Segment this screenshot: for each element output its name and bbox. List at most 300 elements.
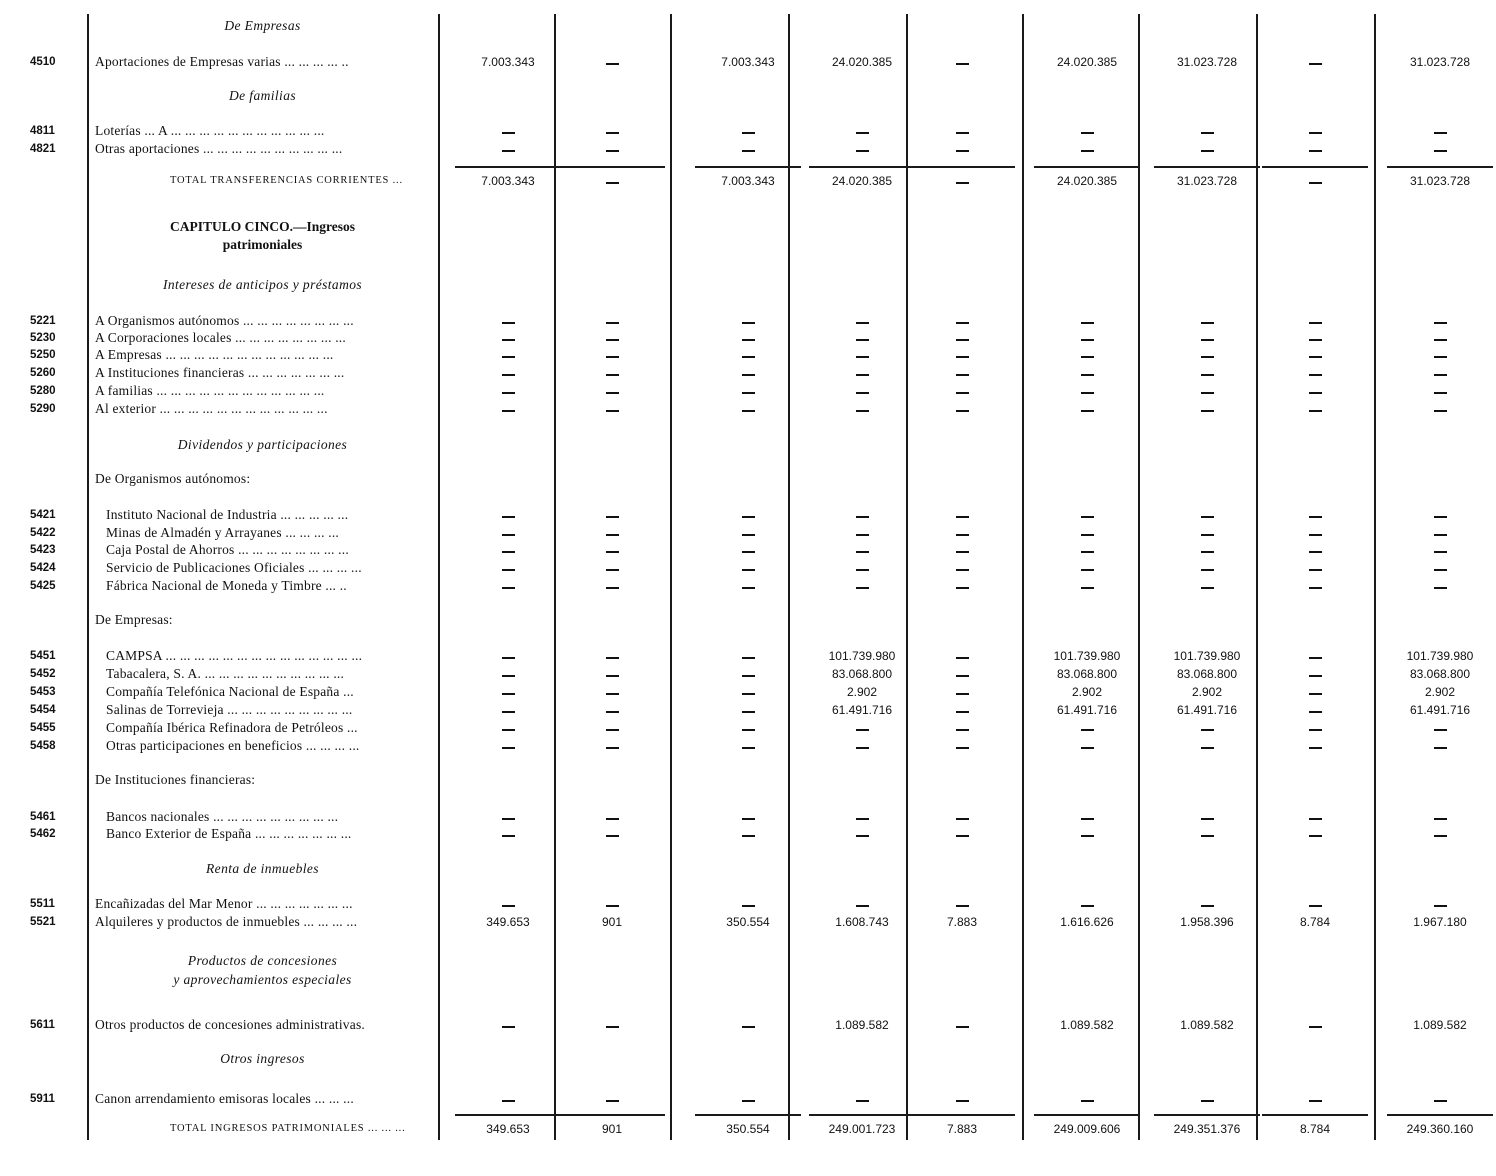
nil-dash bbox=[1434, 339, 1447, 341]
nil-dash bbox=[856, 747, 869, 749]
nil-dash bbox=[1201, 905, 1214, 907]
nil-dash bbox=[856, 905, 869, 907]
line-item-label: A Instituciones financieras ... ... ... ... ... ... ... bbox=[95, 365, 345, 380]
nil-dash bbox=[502, 675, 515, 677]
nil-dash bbox=[1434, 818, 1447, 820]
nil-dash bbox=[742, 835, 755, 837]
section-heading: Productos de concesiones bbox=[187, 953, 338, 968]
sum-rule bbox=[909, 1114, 1015, 1116]
section-heading: De Organismos autónomos: bbox=[95, 471, 251, 486]
nil-dash bbox=[956, 905, 969, 907]
account-code: 5260 bbox=[30, 367, 56, 379]
row-value: 1.089.582 bbox=[1180, 1018, 1234, 1032]
nil-dash bbox=[502, 835, 515, 837]
row-value: 101.739.980 bbox=[828, 649, 896, 663]
nil-dash bbox=[856, 534, 869, 536]
section-heading: y aprovechamientos especiales bbox=[173, 972, 352, 987]
nil-dash bbox=[956, 729, 969, 731]
nil-dash bbox=[1201, 835, 1214, 837]
nil-dash bbox=[1434, 374, 1447, 376]
row-value: 83.068.800 bbox=[1409, 667, 1471, 681]
nil-dash bbox=[606, 132, 619, 134]
nil-dash bbox=[1309, 835, 1322, 837]
nil-dash bbox=[956, 516, 969, 518]
nil-dash bbox=[502, 711, 515, 713]
nil-dash bbox=[502, 569, 515, 571]
row-value: 350.554 bbox=[726, 915, 770, 929]
account-code: 5462 bbox=[30, 828, 56, 840]
line-item-label: Loterías ... A ... ... ... ... ... ... ... ... ... ... ... bbox=[95, 123, 325, 138]
nil-dash bbox=[742, 392, 755, 394]
line-item-label: Tabacalera, S. A. ... ... ... ... ... ... ... ... ... ... bbox=[106, 666, 345, 681]
nil-dash bbox=[606, 711, 619, 713]
nil-dash bbox=[1434, 905, 1447, 907]
line-item-label: Otras participaciones en beneficios ... ... ... ... bbox=[106, 738, 360, 753]
nil-dash bbox=[606, 534, 619, 536]
nil-dash bbox=[606, 835, 619, 837]
nil-dash bbox=[742, 657, 755, 659]
nil-dash bbox=[856, 1100, 869, 1102]
nil-dash bbox=[606, 1026, 619, 1028]
nil-dash bbox=[1309, 569, 1322, 571]
row-value: 61.491.716 bbox=[1056, 703, 1118, 717]
nil-dash bbox=[1081, 551, 1094, 553]
nil-dash bbox=[606, 818, 619, 820]
row-value: 61.491.716 bbox=[1409, 703, 1471, 717]
nil-dash bbox=[956, 150, 969, 152]
line-item-label: Otras aportaciones ... ... ... ... ... ... ... ... ... ... bbox=[95, 141, 343, 156]
nil-dash bbox=[742, 356, 755, 358]
nil-dash bbox=[1081, 729, 1094, 731]
nil-dash bbox=[956, 1026, 969, 1028]
nil-dash bbox=[956, 374, 969, 376]
nil-dash bbox=[502, 693, 515, 695]
nil-dash bbox=[502, 1026, 515, 1028]
nil-dash bbox=[956, 711, 969, 713]
nil-dash bbox=[1309, 747, 1322, 749]
nil-dash bbox=[742, 729, 755, 731]
nil-dash bbox=[1309, 356, 1322, 358]
nil-dash bbox=[1081, 410, 1094, 412]
nil-dash bbox=[1081, 587, 1094, 589]
nil-dash bbox=[1309, 339, 1322, 341]
row-value: 1.089.582 bbox=[835, 1018, 889, 1032]
total-value: 901 bbox=[601, 1122, 623, 1136]
line-item-label: Aportaciones de Empresas varias ... ... ... ... .. bbox=[95, 54, 349, 69]
nil-dash bbox=[1201, 587, 1214, 589]
column-rule bbox=[438, 14, 440, 1140]
line-item-label: Instituto Nacional de Industria ... ... ... ... ... bbox=[106, 507, 349, 522]
total-value: 31.023.728 bbox=[1409, 174, 1471, 188]
nil-dash bbox=[502, 132, 515, 134]
nil-dash bbox=[742, 1026, 755, 1028]
line-item-label: Canon arrendamiento emisoras locales ... ... ... bbox=[95, 1091, 354, 1106]
account-code: 5250 bbox=[30, 349, 56, 361]
column-rule bbox=[1374, 14, 1376, 1140]
nil-dash bbox=[956, 675, 969, 677]
total-value: 24.020.385 bbox=[1056, 174, 1118, 188]
account-code: 4821 bbox=[30, 143, 56, 155]
section-heading: Intereses de anticipos y préstamos bbox=[162, 277, 363, 292]
nil-dash bbox=[1081, 392, 1094, 394]
nil-dash bbox=[1081, 516, 1094, 518]
account-code: 5221 bbox=[30, 315, 56, 327]
nil-dash bbox=[742, 516, 755, 518]
nil-dash bbox=[1309, 551, 1322, 553]
nil-dash bbox=[956, 392, 969, 394]
sum-rule bbox=[1034, 1114, 1140, 1116]
sum-rule bbox=[455, 1114, 561, 1116]
row-value: 7.003.343 bbox=[721, 55, 775, 69]
nil-dash bbox=[856, 569, 869, 571]
nil-dash bbox=[502, 374, 515, 376]
nil-dash bbox=[502, 356, 515, 358]
nil-dash bbox=[502, 747, 515, 749]
nil-dash bbox=[606, 675, 619, 677]
nil-dash bbox=[742, 534, 755, 536]
total-value: 350.554 bbox=[726, 1122, 770, 1136]
row-value: 101.739.980 bbox=[1173, 649, 1241, 663]
account-code: 5230 bbox=[30, 332, 56, 344]
row-value: 61.491.716 bbox=[831, 703, 893, 717]
nil-dash bbox=[1309, 1100, 1322, 1102]
nil-dash bbox=[1201, 150, 1214, 152]
account-code: 5421 bbox=[30, 509, 56, 521]
nil-dash bbox=[1309, 657, 1322, 659]
account-code: 5422 bbox=[30, 527, 56, 539]
line-item-label: CAMPSA ... ... ... ... ... ... ... ... ... ... ... ... ... ... bbox=[106, 648, 363, 663]
nil-dash bbox=[1309, 374, 1322, 376]
nil-dash bbox=[1081, 150, 1094, 152]
nil-dash bbox=[1309, 675, 1322, 677]
nil-dash bbox=[502, 1100, 515, 1102]
sum-rule bbox=[809, 166, 915, 168]
total-value: 8.784 bbox=[1299, 1122, 1331, 1136]
nil-dash bbox=[1434, 410, 1447, 412]
nil-dash bbox=[956, 551, 969, 553]
account-code: 5521 bbox=[30, 916, 56, 928]
nil-dash bbox=[502, 818, 515, 820]
total-value: 349.653 bbox=[486, 1122, 530, 1136]
nil-dash bbox=[1081, 818, 1094, 820]
sum-rule bbox=[695, 166, 801, 168]
total-value: 249.351.376 bbox=[1173, 1122, 1241, 1136]
nil-dash bbox=[856, 150, 869, 152]
nil-dash bbox=[1434, 534, 1447, 536]
nil-dash bbox=[606, 1100, 619, 1102]
total-value: 249.360.160 bbox=[1406, 1122, 1474, 1136]
row-value: 2.902 bbox=[846, 685, 878, 699]
nil-dash bbox=[1309, 150, 1322, 152]
nil-dash bbox=[1309, 905, 1322, 907]
sum-rule bbox=[1154, 1114, 1260, 1116]
account-code: 5911 bbox=[30, 1093, 55, 1105]
sum-rule bbox=[909, 166, 1015, 168]
nil-dash bbox=[1309, 534, 1322, 536]
sum-rule bbox=[1262, 166, 1368, 168]
line-item-label: Fábrica Nacional de Moneda y Timbre ... .. bbox=[106, 578, 347, 593]
nil-dash bbox=[606, 356, 619, 358]
nil-dash bbox=[856, 392, 869, 394]
account-code: 5458 bbox=[30, 740, 56, 752]
nil-dash bbox=[1434, 516, 1447, 518]
nil-dash bbox=[956, 132, 969, 134]
account-code: 5453 bbox=[30, 686, 56, 698]
nil-dash bbox=[1201, 356, 1214, 358]
nil-dash bbox=[856, 356, 869, 358]
nil-dash bbox=[742, 551, 755, 553]
nil-dash bbox=[856, 410, 869, 412]
nil-dash bbox=[1081, 339, 1094, 341]
nil-dash bbox=[742, 905, 755, 907]
row-value: 7.883 bbox=[946, 915, 978, 929]
nil-dash bbox=[742, 322, 755, 324]
nil-dash bbox=[956, 63, 969, 65]
nil-dash bbox=[856, 339, 869, 341]
row-value: 8.784 bbox=[1299, 915, 1331, 929]
account-code: 5280 bbox=[30, 385, 56, 397]
row-value: 901 bbox=[601, 915, 623, 929]
nil-dash bbox=[1434, 587, 1447, 589]
nil-dash bbox=[1201, 322, 1214, 324]
sum-rule bbox=[1387, 166, 1493, 168]
line-item-label: Minas de Almadén y Arrayanes ... ... ... ... bbox=[106, 525, 340, 540]
nil-dash bbox=[1081, 534, 1094, 536]
nil-dash bbox=[742, 693, 755, 695]
nil-dash bbox=[1081, 356, 1094, 358]
row-value: 1.089.582 bbox=[1060, 1018, 1114, 1032]
nil-dash bbox=[606, 516, 619, 518]
nil-dash bbox=[742, 711, 755, 713]
nil-dash bbox=[606, 410, 619, 412]
section-heading: De Empresas bbox=[224, 18, 301, 33]
nil-dash bbox=[502, 392, 515, 394]
line-item-label: Encañizadas del Mar Menor ... ... ... ... ... ... ... bbox=[95, 896, 353, 911]
nil-dash bbox=[856, 132, 869, 134]
nil-dash bbox=[1309, 516, 1322, 518]
nil-dash bbox=[1201, 516, 1214, 518]
row-value: 24.020.385 bbox=[1056, 55, 1118, 69]
nil-dash bbox=[956, 356, 969, 358]
row-value: 31.023.728 bbox=[1176, 55, 1238, 69]
row-value: 101.739.980 bbox=[1406, 649, 1474, 663]
nil-dash bbox=[1434, 392, 1447, 394]
total-value: 7.883 bbox=[946, 1122, 978, 1136]
column-rule bbox=[87, 14, 89, 1140]
account-code: 5461 bbox=[30, 811, 56, 823]
nil-dash bbox=[742, 339, 755, 341]
nil-dash bbox=[1201, 729, 1214, 731]
row-value: 2.902 bbox=[1191, 685, 1223, 699]
nil-dash bbox=[606, 339, 619, 341]
nil-dash bbox=[1309, 182, 1322, 184]
nil-dash bbox=[1309, 132, 1322, 134]
account-code: 5511 bbox=[30, 898, 55, 910]
nil-dash bbox=[856, 551, 869, 553]
nil-dash bbox=[742, 410, 755, 412]
nil-dash bbox=[606, 322, 619, 324]
nil-dash bbox=[502, 657, 515, 659]
row-value: 61.491.716 bbox=[1176, 703, 1238, 717]
nil-dash bbox=[502, 516, 515, 518]
sum-rule bbox=[1154, 166, 1260, 168]
nil-dash bbox=[956, 1100, 969, 1102]
line-item-label: Compañía Telefónica Nacional de España ... bbox=[106, 684, 354, 699]
section-heading: Dividendos y participaciones bbox=[177, 437, 348, 452]
nil-dash bbox=[856, 374, 869, 376]
nil-dash bbox=[502, 322, 515, 324]
row-value: 31.023.728 bbox=[1409, 55, 1471, 69]
row-value: 2.902 bbox=[1424, 685, 1456, 699]
nil-dash bbox=[1309, 693, 1322, 695]
column-rule bbox=[670, 14, 672, 1140]
line-item-label: Banco Exterior de España ... ... ... ... ... ... ... bbox=[106, 826, 352, 841]
section-heading: CAPITULO CINCO.—Ingresos bbox=[169, 219, 356, 234]
account-code: 5423 bbox=[30, 544, 56, 556]
nil-dash bbox=[606, 551, 619, 553]
nil-dash bbox=[1309, 818, 1322, 820]
nil-dash bbox=[606, 63, 619, 65]
account-code: 5290 bbox=[30, 403, 56, 415]
nil-dash bbox=[742, 747, 755, 749]
row-value: 1.089.582 bbox=[1413, 1018, 1467, 1032]
nil-dash bbox=[606, 182, 619, 184]
line-item-label: A Organismos autónomos ... ... ... ... ... ... ... ... bbox=[95, 313, 354, 328]
section-heading: De Empresas: bbox=[95, 612, 173, 627]
account-code: 5424 bbox=[30, 562, 56, 574]
total-value: 249.001.723 bbox=[828, 1122, 896, 1136]
nil-dash bbox=[856, 835, 869, 837]
line-item-label: Al exterior ... ... ... ... ... ... ... ... ... ... ... ... bbox=[95, 401, 328, 416]
nil-dash bbox=[502, 150, 515, 152]
line-item-label: A Corporaciones locales ... ... ... ... ... ... ... ... bbox=[95, 330, 346, 345]
total-value: 24.020.385 bbox=[831, 174, 893, 188]
nil-dash bbox=[1309, 1026, 1322, 1028]
nil-dash bbox=[1201, 132, 1214, 134]
nil-dash bbox=[1201, 551, 1214, 553]
nil-dash bbox=[606, 392, 619, 394]
nil-dash bbox=[606, 374, 619, 376]
nil-dash bbox=[1201, 818, 1214, 820]
nil-dash bbox=[502, 410, 515, 412]
sum-rule bbox=[809, 1114, 915, 1116]
sum-rule bbox=[1034, 166, 1140, 168]
nil-dash bbox=[606, 150, 619, 152]
nil-dash bbox=[1434, 150, 1447, 152]
section-heading: Otros ingresos bbox=[220, 1051, 305, 1066]
nil-dash bbox=[1434, 569, 1447, 571]
nil-dash bbox=[1081, 835, 1094, 837]
row-value: 1.958.396 bbox=[1180, 915, 1234, 929]
row-value: 24.020.385 bbox=[831, 55, 893, 69]
nil-dash bbox=[1434, 551, 1447, 553]
section-heading: De Instituciones financieras: bbox=[95, 772, 256, 787]
nil-dash bbox=[956, 818, 969, 820]
nil-dash bbox=[956, 587, 969, 589]
nil-dash bbox=[742, 132, 755, 134]
account-code: 5451 bbox=[30, 650, 56, 662]
nil-dash bbox=[742, 1100, 755, 1102]
nil-dash bbox=[956, 534, 969, 536]
nil-dash bbox=[1434, 835, 1447, 837]
account-code: 4811 bbox=[30, 125, 55, 137]
account-code: 5452 bbox=[30, 668, 56, 680]
total-label: TOTAL INGRESOS PATRIMONIALES ... ... ... bbox=[170, 1123, 406, 1134]
nil-dash bbox=[1309, 729, 1322, 731]
nil-dash bbox=[1201, 747, 1214, 749]
nil-dash bbox=[1434, 132, 1447, 134]
nil-dash bbox=[1201, 374, 1214, 376]
nil-dash bbox=[606, 747, 619, 749]
nil-dash bbox=[742, 569, 755, 571]
line-item-label: Alquileres y productos de inmuebles ... ... ... ... bbox=[95, 914, 358, 929]
nil-dash bbox=[502, 587, 515, 589]
line-item-label: A Empresas ... ... ... ... ... ... ... ... ... ... ... ... bbox=[95, 347, 334, 362]
nil-dash bbox=[502, 905, 515, 907]
nil-dash bbox=[1434, 1100, 1447, 1102]
nil-dash bbox=[956, 657, 969, 659]
nil-dash bbox=[1081, 905, 1094, 907]
section-heading: De familias bbox=[228, 88, 297, 103]
line-item-label: A familias ... ... ... ... ... ... ... ... ... ... ... ... bbox=[95, 383, 325, 398]
sum-rule bbox=[1387, 1114, 1493, 1116]
nil-dash bbox=[606, 729, 619, 731]
nil-dash bbox=[606, 693, 619, 695]
nil-dash bbox=[956, 339, 969, 341]
row-value: 83.068.800 bbox=[831, 667, 893, 681]
nil-dash bbox=[502, 534, 515, 536]
nil-dash bbox=[1434, 356, 1447, 358]
row-value: 1.608.743 bbox=[835, 915, 889, 929]
sum-rule bbox=[1262, 1114, 1368, 1116]
line-item-label: Servicio de Publicaciones Oficiales ... ... ... ... bbox=[106, 560, 362, 575]
total-value: 249.009.606 bbox=[1053, 1122, 1121, 1136]
account-code: 4510 bbox=[30, 56, 56, 68]
nil-dash bbox=[1201, 410, 1214, 412]
total-value: 7.003.343 bbox=[481, 174, 535, 188]
row-value: 7.003.343 bbox=[481, 55, 535, 69]
nil-dash bbox=[742, 150, 755, 152]
line-item-label: Otros productos de concesiones administrativas. bbox=[95, 1017, 365, 1032]
nil-dash bbox=[1309, 410, 1322, 412]
nil-dash bbox=[1434, 729, 1447, 731]
row-value: 2.902 bbox=[1071, 685, 1103, 699]
sum-rule bbox=[695, 1114, 801, 1116]
nil-dash bbox=[956, 835, 969, 837]
row-value: 83.068.800 bbox=[1056, 667, 1118, 681]
line-item-label: Bancos nacionales ... ... ... ... ... ... ... ... ... bbox=[106, 809, 339, 824]
row-value: 1.967.180 bbox=[1413, 915, 1467, 929]
total-value: 31.023.728 bbox=[1176, 174, 1238, 188]
nil-dash bbox=[1081, 569, 1094, 571]
nil-dash bbox=[1434, 322, 1447, 324]
nil-dash bbox=[1201, 534, 1214, 536]
nil-dash bbox=[1309, 392, 1322, 394]
nil-dash bbox=[956, 182, 969, 184]
nil-dash bbox=[956, 322, 969, 324]
row-value: 83.068.800 bbox=[1176, 667, 1238, 681]
nil-dash bbox=[502, 551, 515, 553]
sum-rule bbox=[559, 166, 665, 168]
nil-dash bbox=[856, 516, 869, 518]
account-code: 5454 bbox=[30, 704, 56, 716]
section-heading: patrimoniales bbox=[222, 237, 303, 252]
nil-dash bbox=[606, 657, 619, 659]
nil-dash bbox=[1309, 63, 1322, 65]
nil-dash bbox=[1081, 1100, 1094, 1102]
nil-dash bbox=[1434, 747, 1447, 749]
nil-dash bbox=[856, 818, 869, 820]
